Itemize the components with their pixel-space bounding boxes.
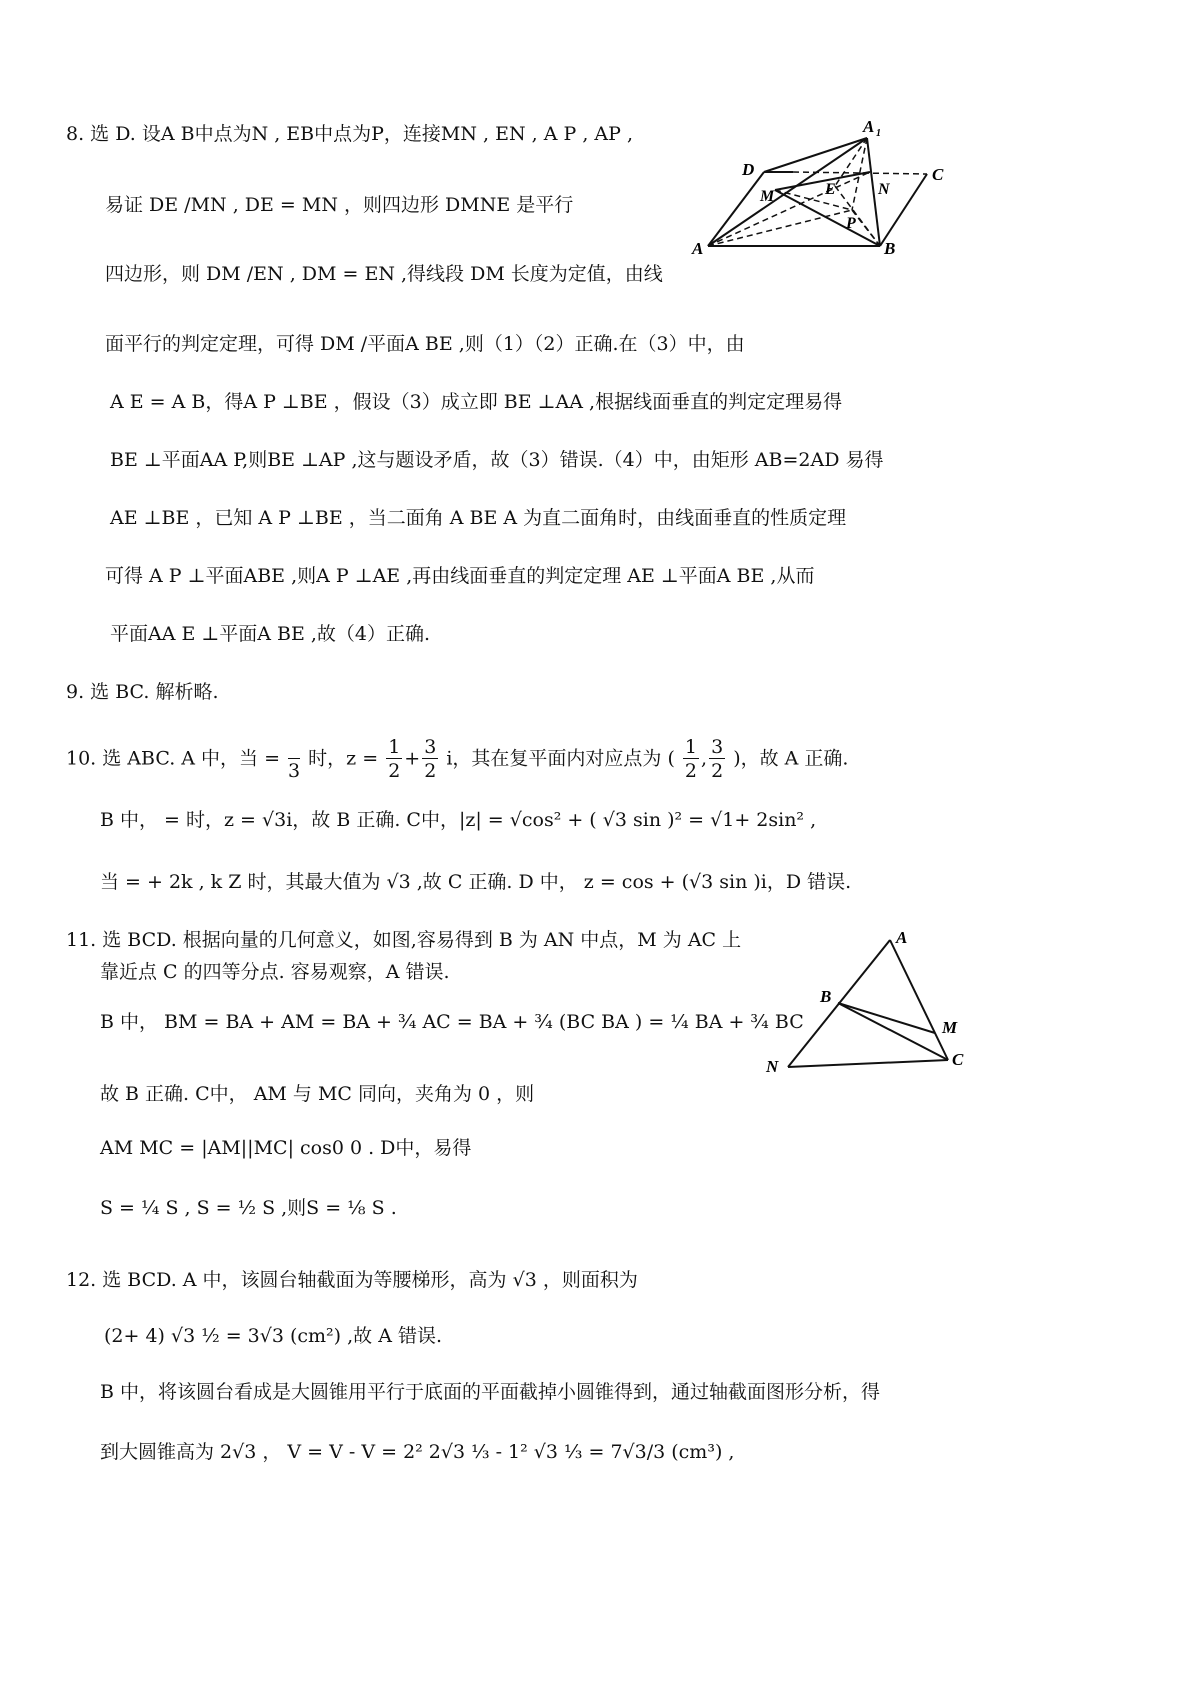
q8-line-1: 8. 选 D. 设A B中点为N , EB中点为P，连接MN , EN , A P , AP , bbox=[66, 123, 633, 145]
figure-triangle bbox=[760, 925, 980, 1085]
q12-line-3: B 中，将该圆台看成是大圆锥用平行于底面的平面截掉小圆锥得到，通过轴截面图形分析，得 bbox=[100, 1381, 881, 1403]
q8-line-3: 四边形，则 DM /EN , DM = EN ,得线段 DM 长度为定值，由线 bbox=[105, 263, 663, 285]
fig1-label-d: D bbox=[742, 160, 755, 179]
q8-line-8: 可得 A P ⊥平面ABE ,则A P ⊥AE ,再由线面垂直的判定定理 AE ⊥平面A BE ,从而 bbox=[105, 565, 815, 587]
q11-line-1: 11. 选 BCD. 根据向量的几何意义，如图,容易得到 B 为 AN 中点，M 为 AC 上 bbox=[66, 929, 742, 951]
fig1-label-b: B bbox=[884, 239, 896, 258]
q8-line-6: BE ⊥平面AA P,则BE ⊥AP ,这与题设矛盾，故（3）错误.（4）中，由矩形 AB=2AD 易得 bbox=[110, 449, 884, 471]
q8-line-9: 平面AA E ⊥平面A BE ,故（4）正确. bbox=[110, 623, 431, 645]
q8-line-5: A E = A B，得A P ⊥BE ，假设（3）成立即 BE ⊥AA ,根据线面垂直的判定定理易得 bbox=[110, 391, 843, 413]
fig1-label-a1: A bbox=[863, 117, 875, 136]
fig1-label-m: M bbox=[760, 188, 775, 205]
q11-line-2: 靠近点 C 的四等分点. 容易观察，A 错误. bbox=[100, 961, 450, 983]
fig1-label-a1-sub: 1 bbox=[876, 128, 881, 139]
q8-line-7: AE ⊥BE ，已知 A P ⊥BE ，当二面角 A BE A 为直二面角时，由线面垂直的性质定理 bbox=[110, 507, 847, 529]
q10-line-1: 10. 选 ABC. A 中，当 = 3 时，z = $\frac{1}{2}$ + $\frac{3}{2}$ i，其在复平面内对应点为 ( $\frac{1}{2}$ , $\frac{3}{2}$ )，故 A 正确. bbox=[66, 736, 849, 782]
q8-line-2: 易证 DE /MN , DE = MN ，则四边形 DMNE 是平行 bbox=[105, 194, 574, 216]
q12-line-1: 12. 选 BCD. A 中，该圆台轴截面为等腰梯形，高为 √3 ，则面积为 bbox=[66, 1269, 638, 1291]
fig2-label-m: M bbox=[942, 1018, 958, 1037]
q10-line-3: 当 = + 2k , k Z 时，其最大值为 √3 ,故 C 正确. D 中， z = cos + (√3 sin )i，D 错误. bbox=[100, 871, 852, 893]
fig2-label-c: C bbox=[952, 1050, 964, 1069]
frac-pi-3: 3 bbox=[288, 736, 300, 783]
q12-line-2: (2+ 4) √3 ½ = 3√3 (cm²) ,故 A 错误. bbox=[104, 1325, 442, 1347]
fig1-label-c: C bbox=[932, 165, 944, 184]
q11-line-4: 故 B 正确. C中， AM 与 MC 同向，夹角为 0 ，则 bbox=[100, 1083, 535, 1105]
q8-line-4: 面平行的判定定理，可得 DM /平面A BE ,则（1）（2）正确.在（3）中，由 bbox=[105, 333, 745, 355]
fig1-label-e: E bbox=[825, 181, 836, 198]
q9-line-1: 9. 选 BC. 解析略. bbox=[66, 681, 219, 703]
q12-line-4: 到大圆锥高为 2√3 ， V = V - V = 2² 2√3 ⅓ - 1² √3 ⅓ = 7√3/3 (cm³) , bbox=[100, 1441, 735, 1463]
fig1-label-p: P bbox=[846, 215, 856, 232]
fig2-label-b: B bbox=[820, 987, 832, 1006]
q10-line-2: B 中， = 时，z = √3i，故 B 正确. C中，|z| = √cos² + ( √3 sin )² = √1+ 2sin² , bbox=[100, 809, 817, 831]
q11-line-5: AM MC = |AM||MC| cos0 0 . D中，易得 bbox=[100, 1137, 472, 1159]
figure-prism bbox=[680, 110, 980, 270]
fig2-label-n: N bbox=[766, 1057, 779, 1076]
q11-line-6: S = ¼ S , S = ½ S ,则S = ⅛ S . bbox=[100, 1197, 397, 1219]
fig1-label-a: A bbox=[692, 239, 704, 258]
fig2-label-a: A bbox=[896, 928, 908, 947]
fig1-label-n: N bbox=[878, 181, 890, 198]
q11-line-3: B 中， BM = BA + AM = BA + ¾ AC = BA + ¾ (BC BA ) = ¼ BA + ¾ BC bbox=[100, 1011, 804, 1033]
